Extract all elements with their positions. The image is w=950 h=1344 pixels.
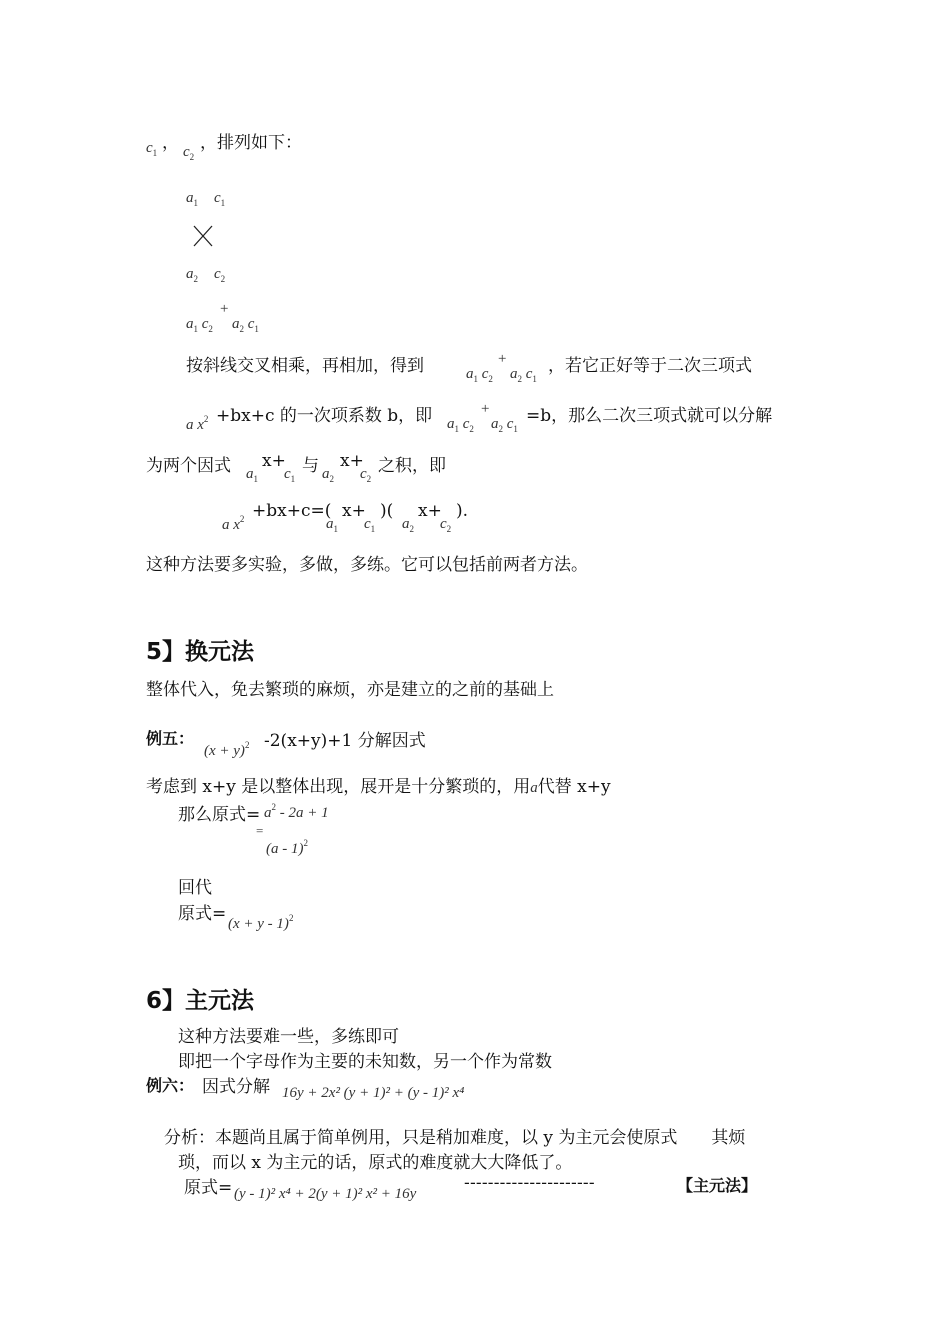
example-5-rest: -2(x+y)+1 分解因式 <box>264 731 426 751</box>
method-tag: 【主元法】 <box>677 1176 758 1195</box>
para-5-text: 这种方法要多实验，多做，多练。它可以包括前两者方法。 <box>146 555 588 575</box>
p4-ax2: a $x^2$ <box>222 514 245 533</box>
cross-sum-2: $a_2$ $c_1$ <box>232 316 259 334</box>
intro-text: ，排列如下： <box>200 133 302 153</box>
p3-c2: $c_2$ <box>360 466 372 484</box>
p1-plus: + <box>498 351 507 367</box>
cross-a2: $a_2$ <box>186 266 198 284</box>
analysis-line-1: 分析：本题尚且属于简单例用，只是稍加难度，以 y 为主元会使原式 其烦 <box>164 1128 746 1148</box>
final-math-5: $(x + y - 1)^2$ <box>228 913 294 932</box>
final-math-6: (y - 1)² x⁴ + 2(y + 1)² x² + 16y <box>234 1186 417 1202</box>
para-2-text-2: =b，那么二次三项式就可以分解 <box>526 406 773 426</box>
section-5-heading: 5】换元法 <box>146 639 255 665</box>
c1-symbol: $c_1$ <box>146 140 158 158</box>
comma: ， <box>162 133 179 153</box>
p1-expr-a: $a_1$ $c_2$ <box>466 366 493 384</box>
cross-c1: $c_1$ <box>214 190 226 208</box>
p3-a1: $a_1$ <box>246 466 258 484</box>
cross-icon <box>192 224 214 252</box>
p4-t2: x+ <box>342 501 366 521</box>
dash-line: ---------------------- <box>464 1173 595 1193</box>
cross-c2: $c_2$ <box>214 266 226 284</box>
final-label-5: 原式= <box>178 904 227 924</box>
p2-plus: + <box>481 401 490 417</box>
example-6-math: 16y + 2x² (y + 1)² + (y - 1)² x⁴ <box>282 1085 465 1101</box>
p3-c1: $c_1$ <box>284 466 296 484</box>
back-sub-label: 回代 <box>178 878 212 898</box>
p4-a2: $a_2$ <box>402 516 414 534</box>
example-6-text: 因式分解 <box>202 1077 270 1097</box>
consider-text: 考虑到 x+y 是以整体出现，展开是十分繁琐的，用a代替 x+y <box>146 777 611 797</box>
example-5-label: 例五： <box>146 729 195 748</box>
p4-c2: $c_2$ <box>440 516 452 534</box>
para-1-text-2: ，若它正好等于二次三项式 <box>548 356 752 376</box>
eq-sign: = <box>256 823 264 838</box>
example-6-label: 例六： <box>146 1076 195 1095</box>
p4-t3: )( <box>380 501 394 521</box>
section-5-desc: 整体代入，免去繁琐的麻烦，亦是建立的之前的基础上 <box>146 680 554 700</box>
p3-tail: 之积，即 <box>378 456 446 476</box>
square-math: (a - 1)$^2$ <box>266 838 308 857</box>
p3-and: 与 <box>302 456 319 476</box>
p2-expr-b: $a_2$ $c_1$ <box>491 416 518 434</box>
analysis-line-2: 琐，而以 x 为主元的话，原式的难度就大大降低了。 <box>178 1153 573 1173</box>
para-1-text: 按斜线交叉相乘，再相加，得到 <box>186 356 424 376</box>
p4-c1: $c_1$ <box>364 516 376 534</box>
orig-label: 那么原式= <box>178 805 261 825</box>
p4-t1: +bx+c=( <box>252 501 332 521</box>
p1-expr-b: $a_2$ $c_1$ <box>510 366 537 384</box>
section-6-line-1: 这种方法要难一些，多练即可 <box>178 1027 399 1047</box>
para-3-text: 为两个因式 <box>146 456 231 476</box>
cross-sum: $a_1$ $c_2$ <box>186 316 213 334</box>
example-5-math: $(x + y)^2$ <box>204 740 250 759</box>
p4-t5: ). <box>456 501 469 521</box>
p3-xplus-2: x+ <box>340 451 364 471</box>
p4-t4: x+ <box>418 501 442 521</box>
final-label-6: 原式= <box>184 1178 233 1198</box>
p2-expr-a: $a_1$ $c_2$ <box>447 416 474 434</box>
p3-a2: $a_2$ <box>322 466 334 484</box>
p3-xplus-1: x+ <box>262 451 286 471</box>
orig-math: $a^2 - 2a + 1$ <box>264 802 329 821</box>
section-6-heading: 6】主元法 <box>146 988 255 1014</box>
para-2-text: +bx+c 的一次项系数 b，即 <box>216 406 433 426</box>
section-6-line-2: 即把一个字母作为主要的未知数，另一个作为常数 <box>178 1052 552 1072</box>
ax2: a $x^2$ <box>186 414 209 433</box>
cross-plus: + <box>220 301 229 317</box>
c2-symbol: $c_2$ <box>183 144 195 162</box>
p4-a1: $a_1$ <box>326 516 338 534</box>
cross-a1: $a_1$ <box>186 190 198 208</box>
